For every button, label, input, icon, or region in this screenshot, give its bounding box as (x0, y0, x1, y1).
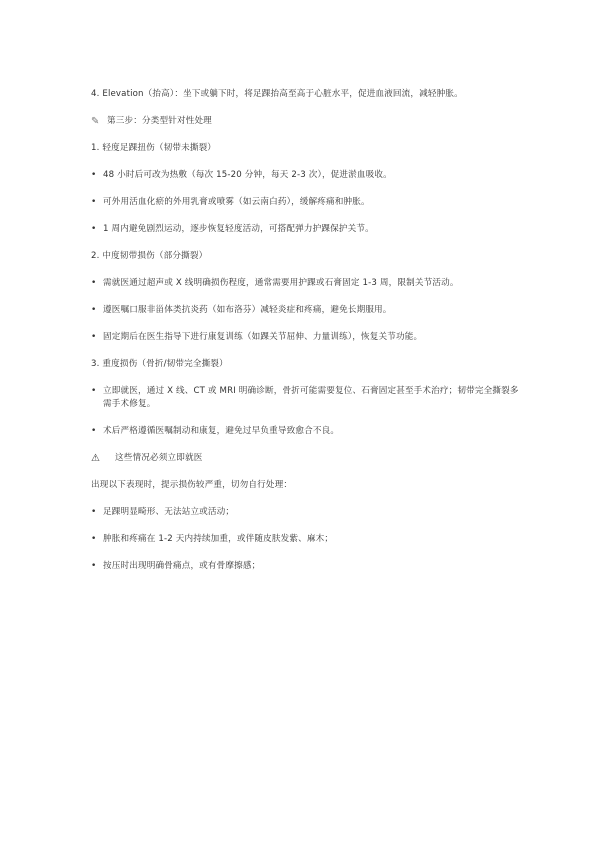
bullet-icon: • (91, 426, 97, 436)
bullet-icon: • (91, 534, 97, 544)
warning-title: 这些情况必须立即就医 (115, 453, 203, 463)
list-item (91, 533, 523, 546)
list-item (91, 331, 523, 344)
list-item-text: 肿胀和疼痛在 1-2 天内持续加重，或伴随皮肤发紫、麻木； (103, 534, 334, 544)
list-item (91, 506, 523, 519)
list-item-text: 术后严格遵循医嘱制动和康复，避免过早负重导致愈合不良。 (103, 426, 340, 436)
list-item (91, 169, 523, 182)
list-item-text: 固定期后在医生指导下进行康复训练（如踝关节屈伸、力量训练），恢复关节功能。 (103, 332, 423, 342)
list-item-text: 需就医通过超声或 X 线明确损伤程度，通常需要用护踝或石膏固定 1-3 周，限制关节活动。 (103, 278, 459, 288)
severe-title: 3. 重度损伤（骨折/韧带完全撕裂） (91, 359, 228, 369)
list-item (91, 560, 523, 573)
bullet-icon: • (91, 507, 97, 517)
list-item (91, 223, 523, 236)
warning-icon: ⚠ (91, 453, 101, 464)
list-item (91, 425, 523, 438)
list-item-text: 48 小时后可改为热敷（每次 15-20 分钟，每天 2-3 次），促进淤血吸收。 (103, 170, 392, 180)
list-item-text: 足踝明显畸形、无法站立或活动； (103, 507, 235, 517)
warning-heading (91, 452, 523, 465)
list-item-text: 立即就医，通过 X 线、CT 或 MRI 明确诊断，骨折可能需要复位、石膏固定甚至手术治疗；韧带完全撕裂多需手术修复。 (103, 386, 519, 409)
list-item (91, 196, 523, 209)
mild-title: 1. 轻度足踝扭伤（韧带未撕裂） (91, 143, 217, 153)
list-item (91, 385, 523, 411)
list-item (91, 277, 523, 290)
elevation-paragraph: 4. Elevation（抬高）：坐下或躺下时，将足踝抬高至高于心脏水平，促进血液回流，减轻肿胀。 (91, 89, 463, 99)
bullet-icon: • (91, 561, 97, 571)
bullet-icon: • (91, 197, 97, 207)
bullet-icon: • (91, 170, 97, 180)
bullet-icon: • (91, 305, 97, 315)
bullet-icon: • (91, 278, 97, 288)
list-item (91, 304, 523, 317)
bullet-icon: • (91, 386, 97, 396)
moderate-title: 2. 中度韧带损伤（部分撕裂） (91, 251, 208, 261)
list-item-text: 1 周内避免剧烈运动，逐步恢复轻度活动，可搭配弹力护踝保护关节。 (103, 224, 374, 234)
step3-title: 第三步：分类型针对性处理 (107, 116, 212, 126)
bullet-icon: • (91, 332, 97, 342)
list-item-text: 遵医嘱口服非甾体类抗炎药（如布洛芬）减轻炎症和疼痛，避免长期服用。 (103, 305, 392, 315)
list-item-text: 可外用活血化瘀的外用乳膏或喷雾（如云南白药），缓解疼痛和肿胀。 (103, 197, 370, 207)
step3-heading (91, 115, 523, 128)
document-content (91, 88, 523, 587)
list-item-text: 按压时出现明确骨痛点，或有骨摩擦感； (103, 561, 261, 571)
pen-icon: ✎ (91, 116, 100, 127)
bullet-icon: • (91, 224, 97, 234)
warning-intro: 出现以下表现时，提示损伤较严重，切勿自行处理： (91, 480, 293, 490)
